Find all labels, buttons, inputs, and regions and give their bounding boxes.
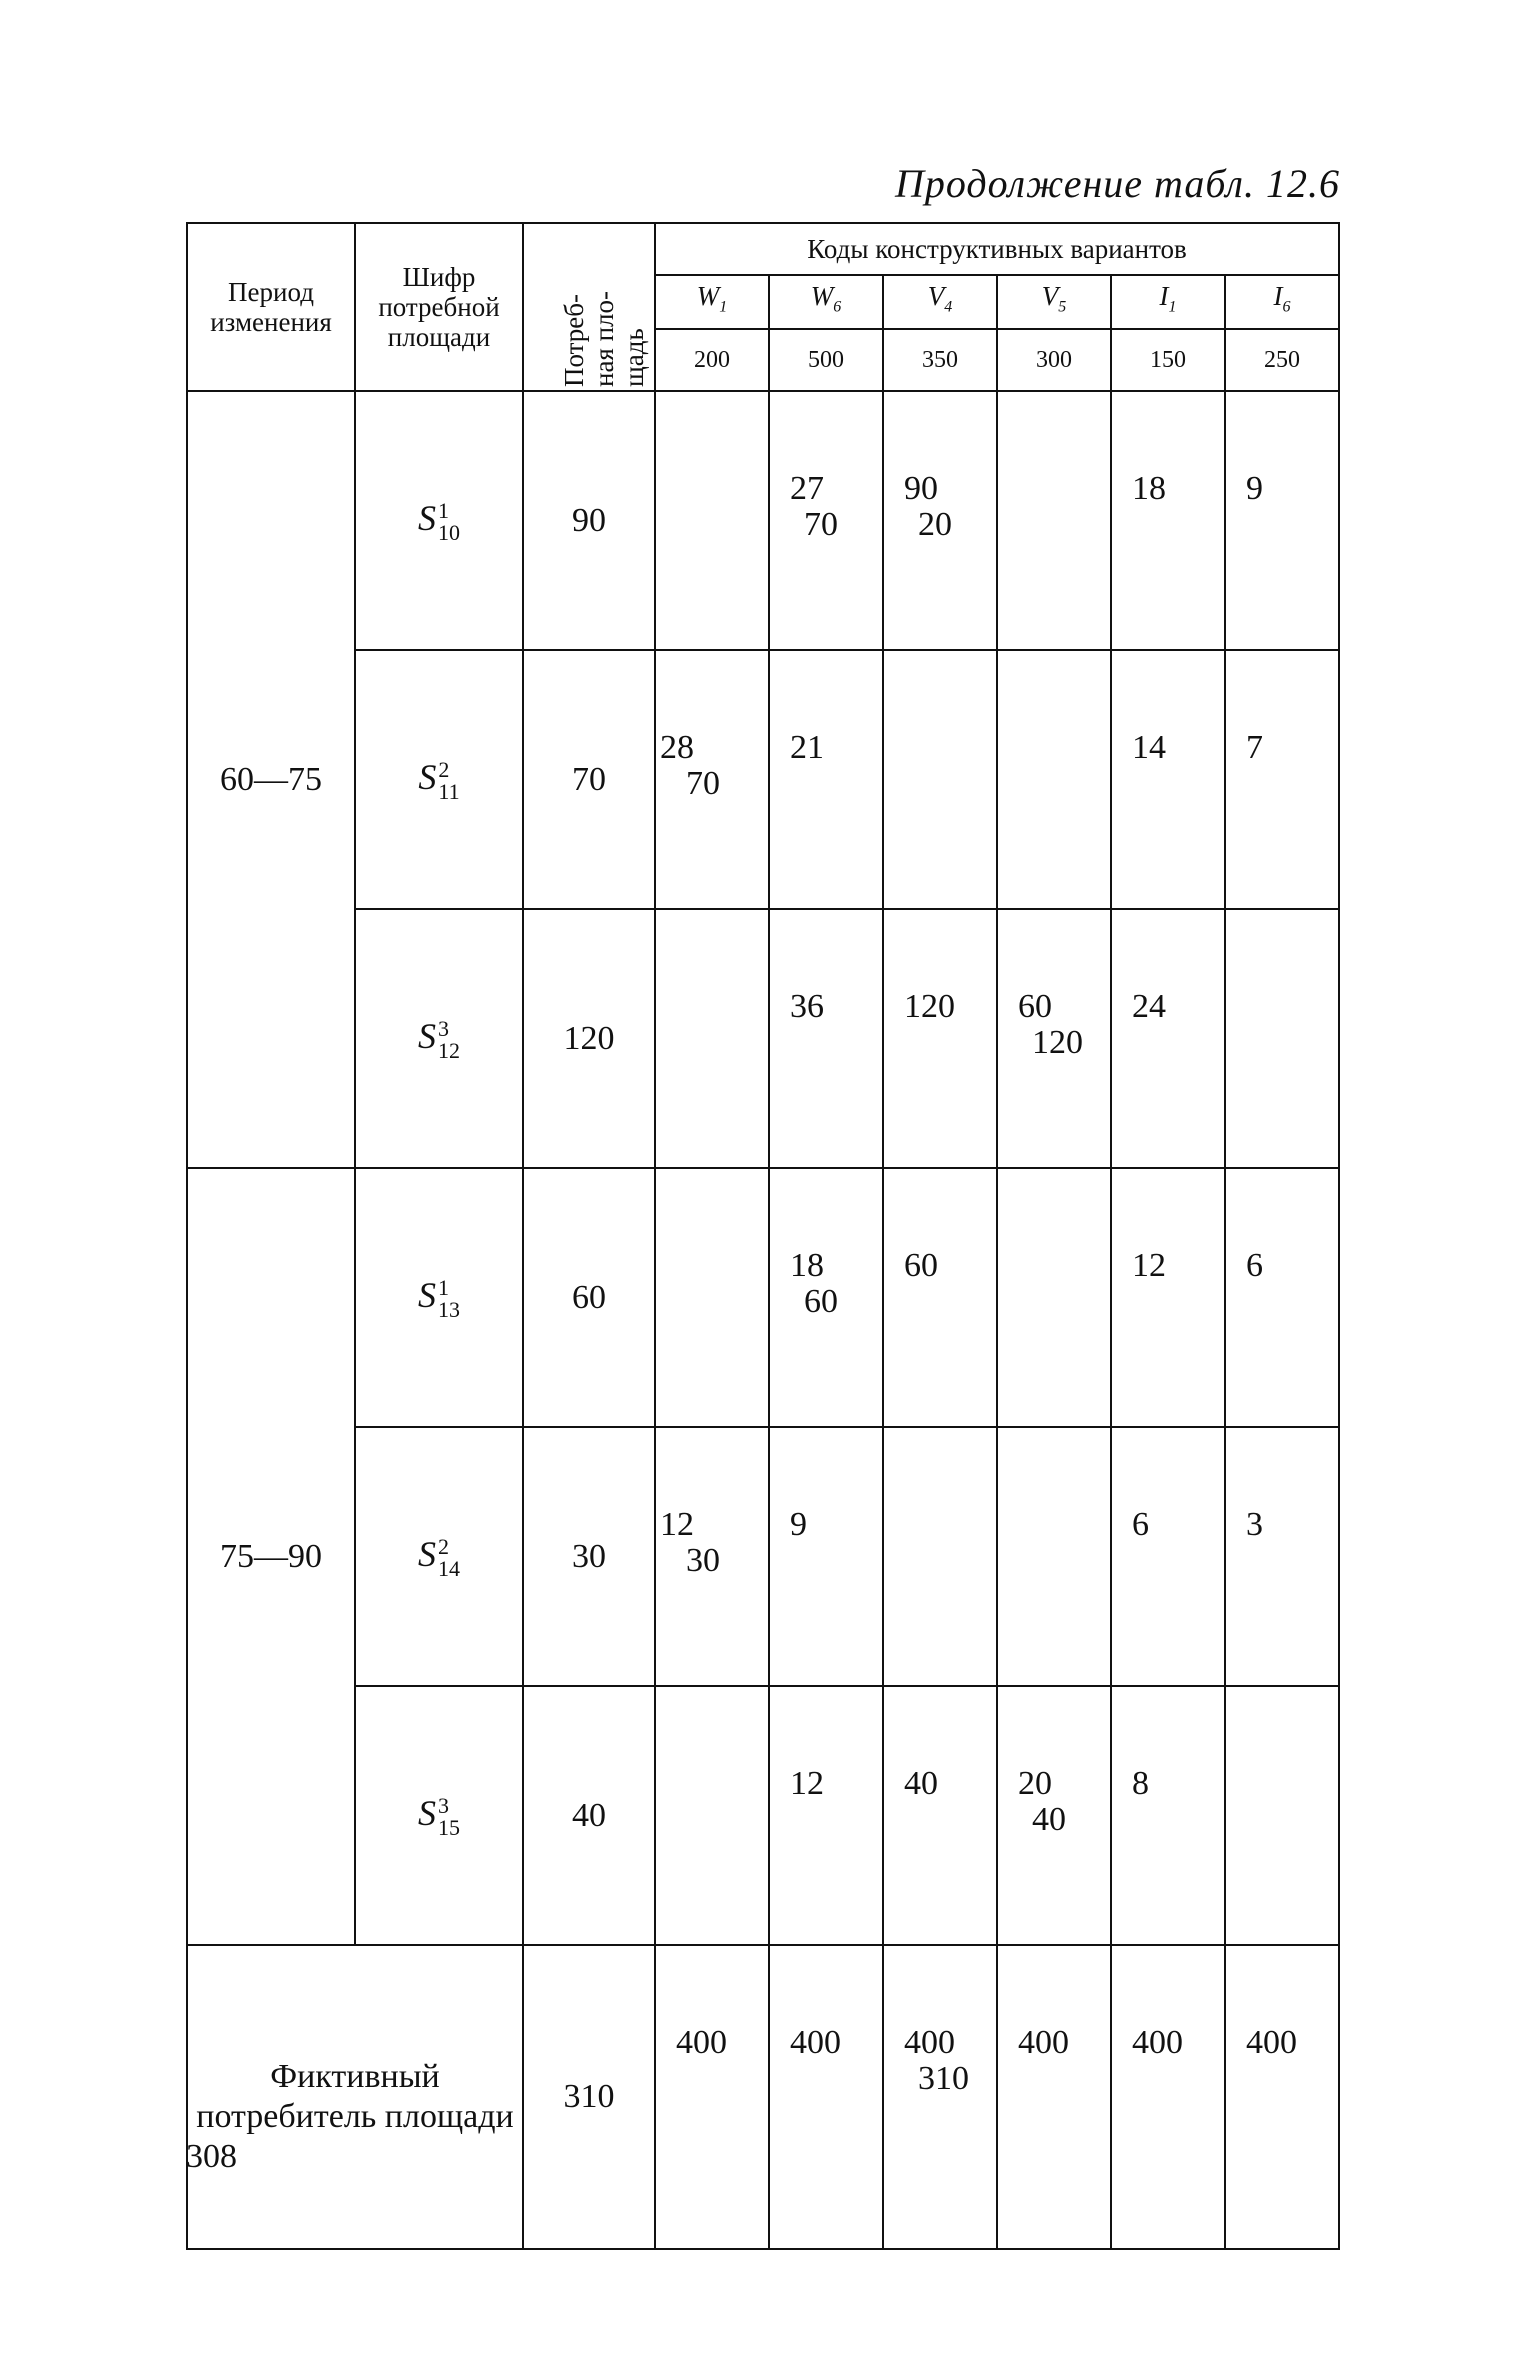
value-cell — [1111, 1686, 1225, 1945]
cell-value-bottom: 40 — [1032, 1801, 1066, 1838]
value-cell — [655, 1427, 769, 1686]
table-row — [187, 650, 1339, 909]
value-cell — [655, 909, 769, 1168]
cell-value-top: 40 — [904, 1765, 938, 1802]
header-codes-title: Коды конструктивных вариантов — [655, 223, 1339, 275]
header-code-3: $V_5$ — [997, 275, 1111, 329]
table-caption: Продолжение табл. 12.6 — [894, 161, 1340, 206]
value-cell — [1225, 1686, 1339, 1945]
value-cell — [1111, 1168, 1225, 1427]
value-cell — [883, 909, 997, 1168]
header-code-2: $V_4$ — [883, 275, 997, 329]
value-cell — [997, 650, 1111, 909]
value-cell — [769, 1427, 883, 1686]
header-code-value-2: 350 — [883, 329, 997, 391]
header-period: Период изменения — [187, 223, 355, 391]
value-cell — [769, 391, 883, 650]
cipher-cell: S 1 10 — [355, 391, 523, 650]
value-cell — [655, 1168, 769, 1427]
need-cell: 60 — [523, 1168, 655, 1427]
cell-value-top: 400 — [676, 2024, 727, 2061]
cell-value-top: 20 — [1018, 1765, 1052, 1802]
value-cell — [1225, 1945, 1339, 2249]
table-row — [187, 909, 1339, 1168]
cell-value-bottom: 60 — [804, 1283, 838, 1320]
cell-value-top: 9 — [790, 1506, 807, 1543]
need-cell: 120 — [523, 909, 655, 1168]
header-code-1: $W_6$ — [769, 275, 883, 329]
need-cell: 310 — [523, 1945, 655, 2249]
cell-value-top: 14 — [1132, 729, 1166, 766]
cell-value-top: 24 — [1132, 988, 1166, 1025]
data-table — [186, 222, 1340, 2250]
cell-value-top: 400 — [1132, 2024, 1183, 2061]
value-cell — [769, 909, 883, 1168]
value-cell — [883, 1945, 997, 2249]
value-cell — [1111, 909, 1225, 1168]
cell-value-top: 400 — [1246, 2024, 1297, 2061]
value-cell — [655, 1945, 769, 2249]
value-cell — [655, 650, 769, 909]
need-cell: 70 — [523, 650, 655, 909]
cell-value-top: 400 — [1018, 2024, 1069, 2061]
header-code-value-4: 150 — [1111, 329, 1225, 391]
header-code-5: $I_6$ — [1225, 275, 1339, 329]
value-cell — [769, 1168, 883, 1427]
cell-value-bottom: 70 — [686, 765, 720, 802]
fictitious-label: Фиктивный потребитель площади — [187, 1945, 523, 2249]
value-cell — [1111, 1427, 1225, 1686]
value-cell — [997, 391, 1111, 650]
cipher-cell: S 3 15 — [355, 1686, 523, 1945]
value-cell — [883, 1168, 997, 1427]
value-cell — [769, 1686, 883, 1945]
value-cell — [883, 391, 997, 650]
cell-value-top: 12 — [660, 1506, 694, 1543]
value-cell — [655, 1686, 769, 1945]
cell-value-top: 12 — [1132, 1247, 1166, 1284]
cell-value-bottom: 120 — [1032, 1024, 1083, 1061]
fictitious-row — [187, 1945, 1339, 2249]
cipher-cell: S 2 11 — [355, 650, 523, 909]
header-need — [523, 223, 655, 391]
cell-value-top: 120 — [904, 988, 955, 1025]
cell-value-top: 21 — [790, 729, 824, 766]
cell-value-bottom: 70 — [804, 506, 838, 543]
need-cell: 40 — [523, 1686, 655, 1945]
cipher-cell: S 3 12 — [355, 909, 523, 1168]
value-cell — [883, 650, 997, 909]
cell-value-top: 60 — [1018, 988, 1052, 1025]
cell-value-top: 18 — [790, 1247, 824, 1284]
value-cell — [883, 1686, 997, 1945]
value-cell — [997, 1945, 1111, 2249]
cell-value-top: 8 — [1132, 1765, 1149, 1802]
header-code-value-1: 500 — [769, 329, 883, 391]
value-cell — [1225, 391, 1339, 650]
table-row — [187, 1168, 1339, 1427]
table-row — [187, 1427, 1339, 1686]
page-number: 308 — [186, 2138, 237, 2175]
header-code-value-5: 250 — [1225, 329, 1339, 391]
cell-value-top: 28 — [660, 729, 694, 766]
cell-value-top: 90 — [904, 470, 938, 507]
value-cell — [997, 1686, 1111, 1945]
cell-value-top: 18 — [1132, 470, 1166, 507]
value-cell — [769, 650, 883, 909]
value-cell — [769, 1945, 883, 2249]
value-cell — [997, 1427, 1111, 1686]
need-cell: 90 — [523, 391, 655, 650]
value-cell — [1111, 1945, 1225, 2249]
cell-value-top: 7 — [1246, 729, 1263, 766]
value-cell — [997, 909, 1111, 1168]
need-cell: 30 — [523, 1427, 655, 1686]
cell-value-top: 60 — [904, 1247, 938, 1284]
header-code-value-3: 300 — [997, 329, 1111, 391]
cell-value-bottom: 20 — [918, 506, 952, 543]
cell-value-top: 6 — [1132, 1506, 1149, 1543]
value-cell — [1111, 650, 1225, 909]
cell-value-bottom: 30 — [686, 1542, 720, 1579]
cell-value-top: 400 — [790, 2024, 841, 2061]
header-cipher: Шифр потребной площади — [355, 223, 523, 391]
header-need-label: Потреб- ная пло- щадь — [559, 290, 649, 387]
header-code-0: $W_1$ — [655, 275, 769, 329]
value-cell — [997, 1168, 1111, 1427]
header-code-4: $I_1$ — [1111, 275, 1225, 329]
cell-value-top: 27 — [790, 470, 824, 507]
cell-value-top: 6 — [1246, 1247, 1263, 1284]
value-cell — [883, 1427, 997, 1686]
cell-value-top: 9 — [1246, 470, 1263, 507]
value-cell — [1225, 1168, 1339, 1427]
cell-value-top: 12 — [790, 1765, 824, 1802]
cipher-cell: S 2 14 — [355, 1427, 523, 1686]
value-cell — [1225, 909, 1339, 1168]
value-cell — [1225, 650, 1339, 909]
cipher-cell: S 1 13 — [355, 1168, 523, 1427]
cell-value-top: 36 — [790, 988, 824, 1025]
cell-value-top: 3 — [1246, 1506, 1263, 1543]
table-row — [187, 1686, 1339, 1945]
value-cell — [1111, 391, 1225, 650]
period-cell: 60—75 — [187, 391, 355, 1168]
value-cell — [1225, 1427, 1339, 1686]
table-row — [187, 391, 1339, 650]
header-code-value-0: 200 — [655, 329, 769, 391]
cell-value-bottom: 310 — [918, 2060, 969, 2097]
period-cell: 75—90 — [187, 1168, 355, 1945]
cell-value-top: 400 — [904, 2024, 955, 2061]
value-cell — [655, 391, 769, 650]
